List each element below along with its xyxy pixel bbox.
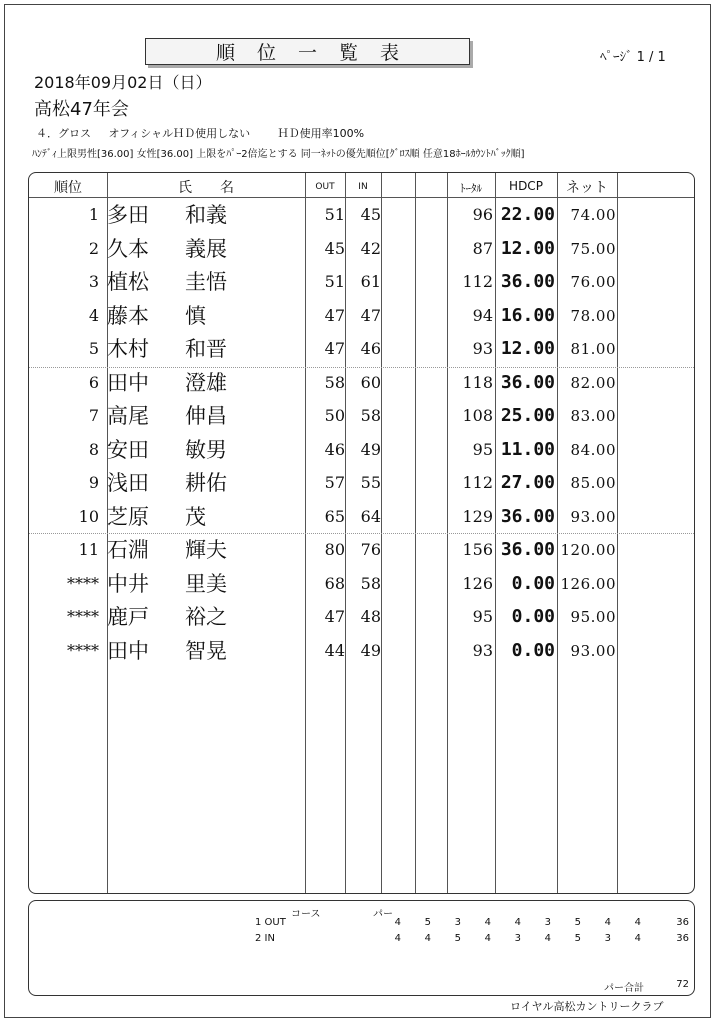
given-name: 圭悟 [185, 270, 227, 294]
par-label: パー [373, 909, 393, 920]
player-name-cell [107, 466, 307, 500]
hdcp-cell: 36.00 [500, 505, 555, 527]
given-name: 敏男 [185, 437, 227, 462]
condition-hd-rate: ＨＤ使用率100% [277, 127, 365, 140]
out-score-cell: 46 [324, 439, 345, 459]
net-score-cell: 126.00 [560, 574, 616, 593]
table-row [29, 567, 694, 601]
hdcp-cell: 25.00 [500, 405, 555, 426]
hole-par: 3 [604, 933, 611, 944]
rank-cell: 5 [88, 339, 99, 358]
rank-cell: **** [67, 640, 99, 660]
net-score-cell: 83.00 [570, 407, 616, 425]
net-score-cell: 120.00 [560, 541, 616, 559]
condition-scoring: ４．グロス [36, 127, 91, 140]
given-name: 耕佑 [185, 471, 227, 495]
hdcp-cell: 0.00 [511, 606, 555, 627]
out-score-cell: 65 [324, 506, 345, 526]
in-score-cell: 64 [360, 506, 381, 526]
hole-par: 4 [424, 933, 431, 944]
course-info [28, 900, 695, 996]
out-score-cell: 51 [324, 272, 345, 291]
conditions [36, 125, 378, 141]
course-name: 1 OUT [255, 917, 286, 928]
rank-cell: 9 [88, 473, 99, 492]
table-row [29, 533, 694, 567]
in-score-cell: 58 [360, 406, 381, 425]
out-score-cell: 80 [324, 540, 345, 559]
total-score-cell: 93 [472, 339, 493, 358]
family-name: 鹿戸 [107, 605, 149, 629]
total-score-cell: 129 [462, 506, 493, 526]
net-score-cell: 84.00 [570, 440, 616, 459]
player-name-cell [107, 332, 307, 366]
player-name-cell [107, 600, 307, 634]
in-score-cell: 49 [360, 640, 381, 660]
rank-cell: 3 [88, 272, 99, 291]
header-total: ﾄｰﾀﾙ [460, 182, 482, 195]
player-name-cell [107, 433, 307, 467]
in-score-cell: 60 [360, 372, 381, 392]
family-name: 藤本 [107, 303, 149, 328]
total-score-cell: 112 [462, 272, 493, 291]
rank-cell: 7 [88, 406, 99, 425]
given-name: 智晃 [185, 638, 227, 663]
net-score-cell: 95.00 [570, 608, 616, 626]
header-out: OUT [315, 182, 335, 192]
rank-cell: 6 [88, 372, 99, 392]
header-rank: 順位 [54, 180, 82, 196]
hole-par: 4 [634, 933, 641, 944]
hdcp-cell: 36.00 [500, 271, 555, 292]
in-score-cell: 49 [360, 439, 381, 459]
out-score-cell: 47 [324, 607, 345, 626]
hole-par: 4 [634, 917, 641, 928]
family-name: 木村 [107, 337, 149, 361]
family-name: 田中 [107, 370, 149, 395]
hole-par: 3 [544, 917, 551, 928]
table-row [29, 232, 694, 266]
out-score-cell: 57 [324, 473, 345, 492]
header-net: ネット [566, 180, 608, 196]
rank-cell: 8 [88, 439, 99, 459]
total-score-cell: 108 [462, 406, 493, 425]
table-row [29, 198, 694, 232]
total-score-cell: 95 [472, 439, 493, 459]
rank-cell: 10 [78, 506, 99, 526]
in-score-cell: 76 [360, 540, 381, 559]
total-score-cell: 118 [462, 372, 493, 392]
course-row [29, 933, 694, 947]
hole-par: 4 [544, 933, 551, 944]
out-score-cell: 68 [324, 573, 345, 593]
net-score-cell: 76.00 [570, 273, 616, 291]
family-name: 芝原 [107, 504, 149, 529]
family-name: 多田 [107, 203, 149, 227]
in-score-cell: 61 [360, 272, 381, 291]
hole-par: 3 [454, 917, 461, 928]
net-score-cell: 78.00 [570, 306, 616, 325]
net-score-cell: 74.00 [570, 206, 616, 224]
hole-par: 4 [484, 917, 491, 928]
hdcp-cell: 36.00 [500, 371, 555, 393]
course-par-total: 36 [676, 933, 689, 944]
course-row [29, 917, 694, 931]
page-title: 順位一覧表 [215, 42, 421, 64]
in-score-cell: 48 [360, 607, 381, 626]
family-name: 久本 [107, 236, 149, 261]
out-score-cell: 44 [324, 640, 345, 660]
out-score-cell: 47 [324, 305, 345, 325]
hole-par: 4 [604, 917, 611, 928]
out-score-cell: 51 [324, 205, 345, 224]
net-score-cell: 85.00 [570, 474, 616, 492]
player-name-cell [107, 634, 307, 668]
hole-par: 4 [394, 933, 401, 944]
handicap-rule: ﾊﾝﾃﾞｨ上限男性[36.00] 女性[36.00] 上限をﾊﾟｰ2倍迄とする 同一ﾈｯﾄの優先順位[ｸﾞﾛｽ順 任意18ﾎｰﾙｶｳﾝﾄﾊﾞｯｸ順] [32, 149, 525, 160]
in-score-cell: 42 [360, 238, 381, 258]
net-score-cell: 93.00 [570, 641, 616, 660]
total-score-cell: 93 [472, 640, 493, 660]
net-score-cell: 81.00 [570, 340, 616, 358]
out-score-cell: 45 [324, 238, 345, 258]
in-score-cell: 45 [360, 205, 381, 224]
player-name-cell [107, 366, 307, 400]
family-name: 石淵 [107, 538, 149, 562]
table-row [29, 399, 694, 433]
out-score-cell: 50 [324, 406, 345, 425]
total-score-cell: 112 [462, 473, 493, 492]
given-name: 義展 [185, 236, 227, 261]
club-name: ロイヤル高松カントリークラブ [510, 1000, 664, 1013]
family-name: 中井 [107, 571, 149, 596]
player-name-cell [107, 232, 307, 266]
given-name: 和晋 [185, 337, 227, 361]
player-name-cell [107, 533, 307, 567]
net-score-cell: 93.00 [570, 507, 616, 526]
course-par-total: 36 [676, 917, 689, 928]
given-name: 和義 [185, 203, 227, 227]
hdcp-cell: 12.00 [500, 237, 555, 259]
given-name: 伸昌 [185, 404, 227, 428]
course-label: コース [291, 909, 321, 920]
family-name: 浅田 [107, 471, 149, 495]
hole-par: 5 [424, 917, 431, 928]
header-hdcp: HDCP [509, 179, 543, 193]
player-name-cell [107, 299, 307, 333]
given-name: 裕之 [185, 605, 227, 629]
total-score-cell: 95 [472, 607, 493, 626]
rank-cell: 2 [88, 238, 99, 258]
hole-par: 5 [454, 933, 461, 944]
hdcp-cell: 27.00 [500, 472, 555, 493]
table-row [29, 466, 694, 500]
out-score-cell: 47 [324, 339, 345, 358]
given-name: 慎 [185, 303, 206, 328]
course-name: 2 IN [255, 933, 275, 944]
player-name-cell [107, 500, 307, 534]
family-name: 植松 [107, 270, 149, 294]
out-score-cell: 58 [324, 372, 345, 392]
given-name: 澄雄 [185, 370, 227, 395]
given-name: 里美 [185, 571, 227, 596]
total-score-cell: 156 [462, 540, 493, 559]
table-row [29, 366, 694, 400]
net-score-cell: 75.00 [570, 239, 616, 258]
table-row [29, 500, 694, 534]
hdcp-cell: 11.00 [500, 438, 555, 460]
family-name: 安田 [107, 437, 149, 462]
table-row [29, 634, 694, 668]
in-score-cell: 58 [360, 573, 381, 593]
par-total-value: 72 [676, 979, 689, 990]
table-row [29, 433, 694, 467]
hdcp-cell: 12.00 [500, 338, 555, 359]
net-score-cell: 82.00 [570, 373, 616, 392]
table-row [29, 600, 694, 634]
player-name-cell [107, 198, 307, 232]
total-score-cell: 94 [472, 305, 493, 325]
table-row [29, 265, 694, 299]
family-name: 高尾 [107, 404, 149, 428]
rank-cell: 1 [88, 205, 99, 224]
event-name: 高松47年会 [34, 99, 129, 120]
in-score-cell: 47 [360, 305, 381, 325]
table-row [29, 299, 694, 333]
player-name-cell [107, 399, 307, 433]
hole-par: 4 [394, 917, 401, 928]
hdcp-cell: 22.00 [500, 204, 555, 225]
rank-cell: **** [67, 573, 99, 593]
condition-official-hd: オフィシャルＨＤ使用しない [108, 127, 251, 140]
given-name: 輝夫 [185, 538, 227, 562]
hole-par: 4 [514, 917, 521, 928]
hole-par: 4 [484, 933, 491, 944]
hdcp-cell: 36.00 [500, 539, 555, 560]
par-total-label: パー合計 [604, 983, 644, 994]
total-score-cell: 87 [472, 238, 493, 258]
in-score-cell: 55 [360, 473, 381, 492]
total-score-cell: 96 [472, 205, 493, 224]
hole-par: 5 [574, 917, 581, 928]
hdcp-cell: 0.00 [511, 639, 555, 661]
hole-par: 3 [514, 933, 521, 944]
results-table [28, 172, 695, 894]
rank-cell: 11 [78, 540, 99, 559]
rank-cell: **** [67, 607, 99, 626]
hole-par: 5 [574, 933, 581, 944]
in-score-cell: 46 [360, 339, 381, 358]
family-name: 田中 [107, 638, 149, 663]
given-name: 茂 [185, 504, 206, 529]
hdcp-cell: 16.00 [500, 304, 555, 326]
title-box [145, 38, 470, 65]
event-date: 2018年09月02日（日） [34, 73, 212, 92]
rank-cell: 4 [88, 305, 99, 325]
header-name: 氏 名 [178, 180, 234, 196]
header-in: IN [358, 182, 368, 192]
page-number: ﾍﾟｰｼﾞ 1 / 1 [600, 50, 666, 65]
player-name-cell [107, 567, 307, 601]
table-row [29, 332, 694, 366]
total-score-cell: 126 [462, 573, 493, 593]
hdcp-cell: 0.00 [511, 572, 555, 594]
player-name-cell [107, 265, 307, 299]
